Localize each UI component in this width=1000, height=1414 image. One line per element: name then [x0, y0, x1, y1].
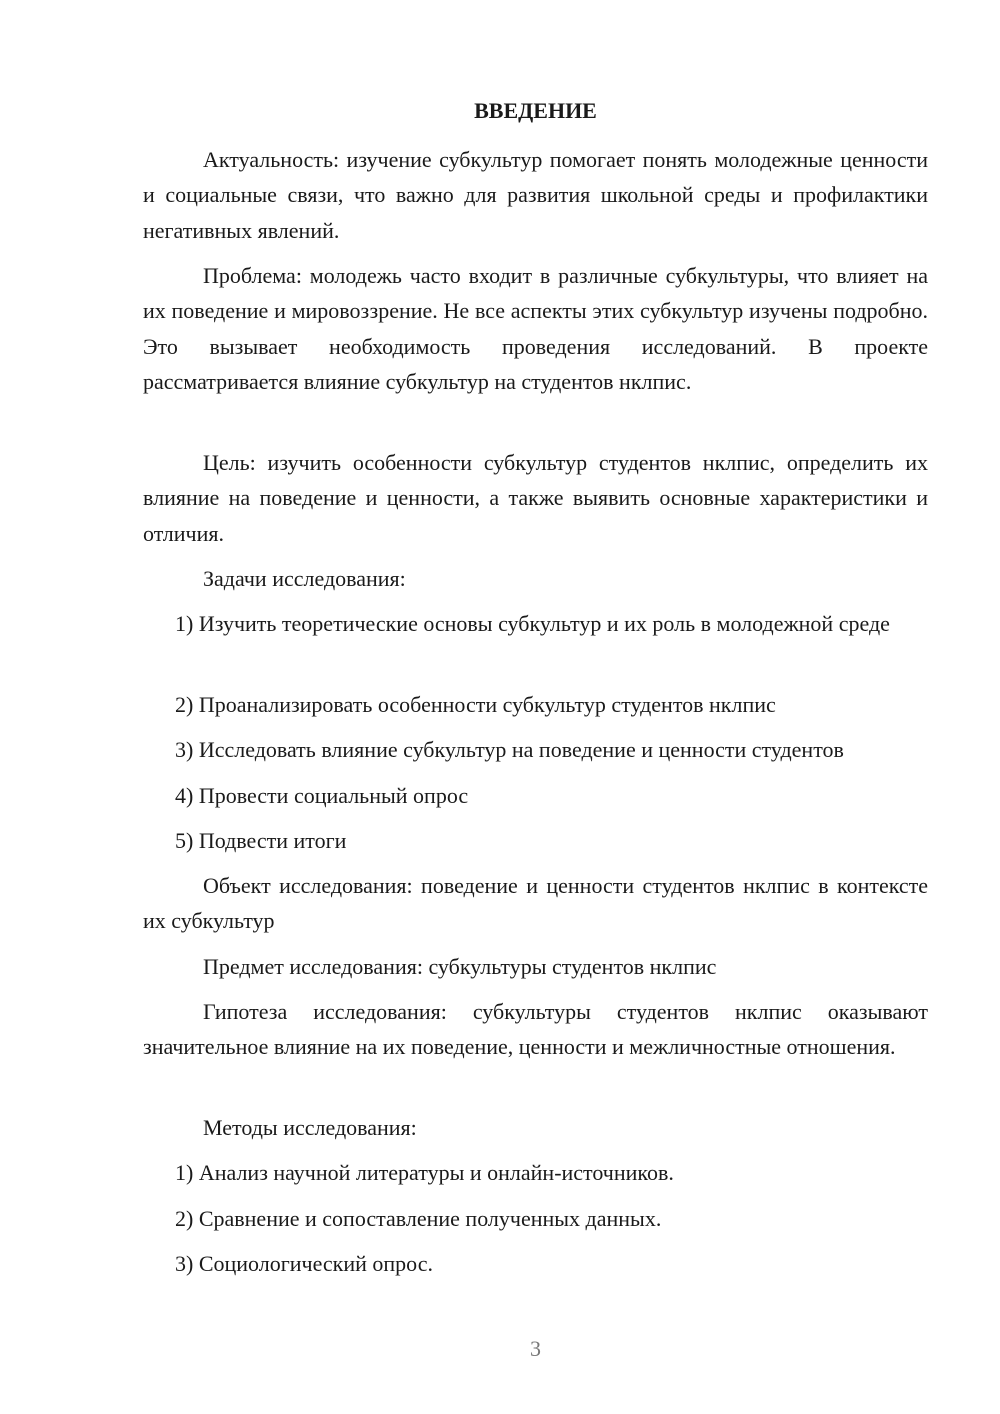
task-item-4: 4) Провести социальный опрос — [175, 783, 469, 808]
task-item-2: 2) Проанализировать особенности субкультур студентов нклпис — [175, 692, 776, 717]
page-number: 3 — [530, 1336, 541, 1361]
object-paragraph: Объект исследования: поведение и ценности студентов нклпис в контексте их субкультур — [143, 873, 928, 934]
task-item-5: 5) Подвести итоги — [175, 828, 347, 853]
relevance-paragraph: Актуальность: изучение субкультур помогает понять молодежные ценности и социальные связи, что важно для развития школьной среды и профилактики негативных явлений. — [143, 147, 928, 243]
document-page — [143, 0, 928, 1414]
subject-paragraph: Предмет исследования: субкультуры студентов нклпис — [203, 954, 717, 979]
task-item-3: 3) Исследовать влияние субкультур на поведение и ценности студентов — [175, 737, 844, 762]
method-item-2: 2) Сравнение и сопоставление полученных данных. — [175, 1206, 662, 1231]
methods-heading: Методы исследования: — [203, 1115, 417, 1140]
method-item-1: 1) Анализ научной литературы и онлайн-источников. — [175, 1160, 674, 1185]
problem-paragraph: Проблема: молодежь часто входит в различные субкультуры, что влияет на их поведение и мировоззрение. Не все аспекты этих субкультур изучены подробно. Это вызывает необходимость проведения исследований. В проекте рассматривается влияние субкультур на студентов нклпис. — [143, 263, 928, 394]
section-title: ВВЕДЕНИЕ — [474, 98, 597, 123]
task-item-1: 1) Изучить теоретические основы субкультур и их роль в молодежной среде — [175, 611, 890, 636]
hypothesis-paragraph: Гипотеза исследования: субкультуры студентов нклпис оказывают значительное влияние на их поведение, ценности и межличностные отношения. — [143, 999, 928, 1060]
goal-paragraph: Цель: изучить особенности субкультур студентов нклпис, определить их влияние на поведение и ценности, а также выявить основные характеристики и отличия. — [143, 450, 928, 546]
tasks-heading: Задачи исследования: — [203, 566, 406, 591]
method-item-3: 3) Социологический опрос. — [175, 1251, 433, 1276]
